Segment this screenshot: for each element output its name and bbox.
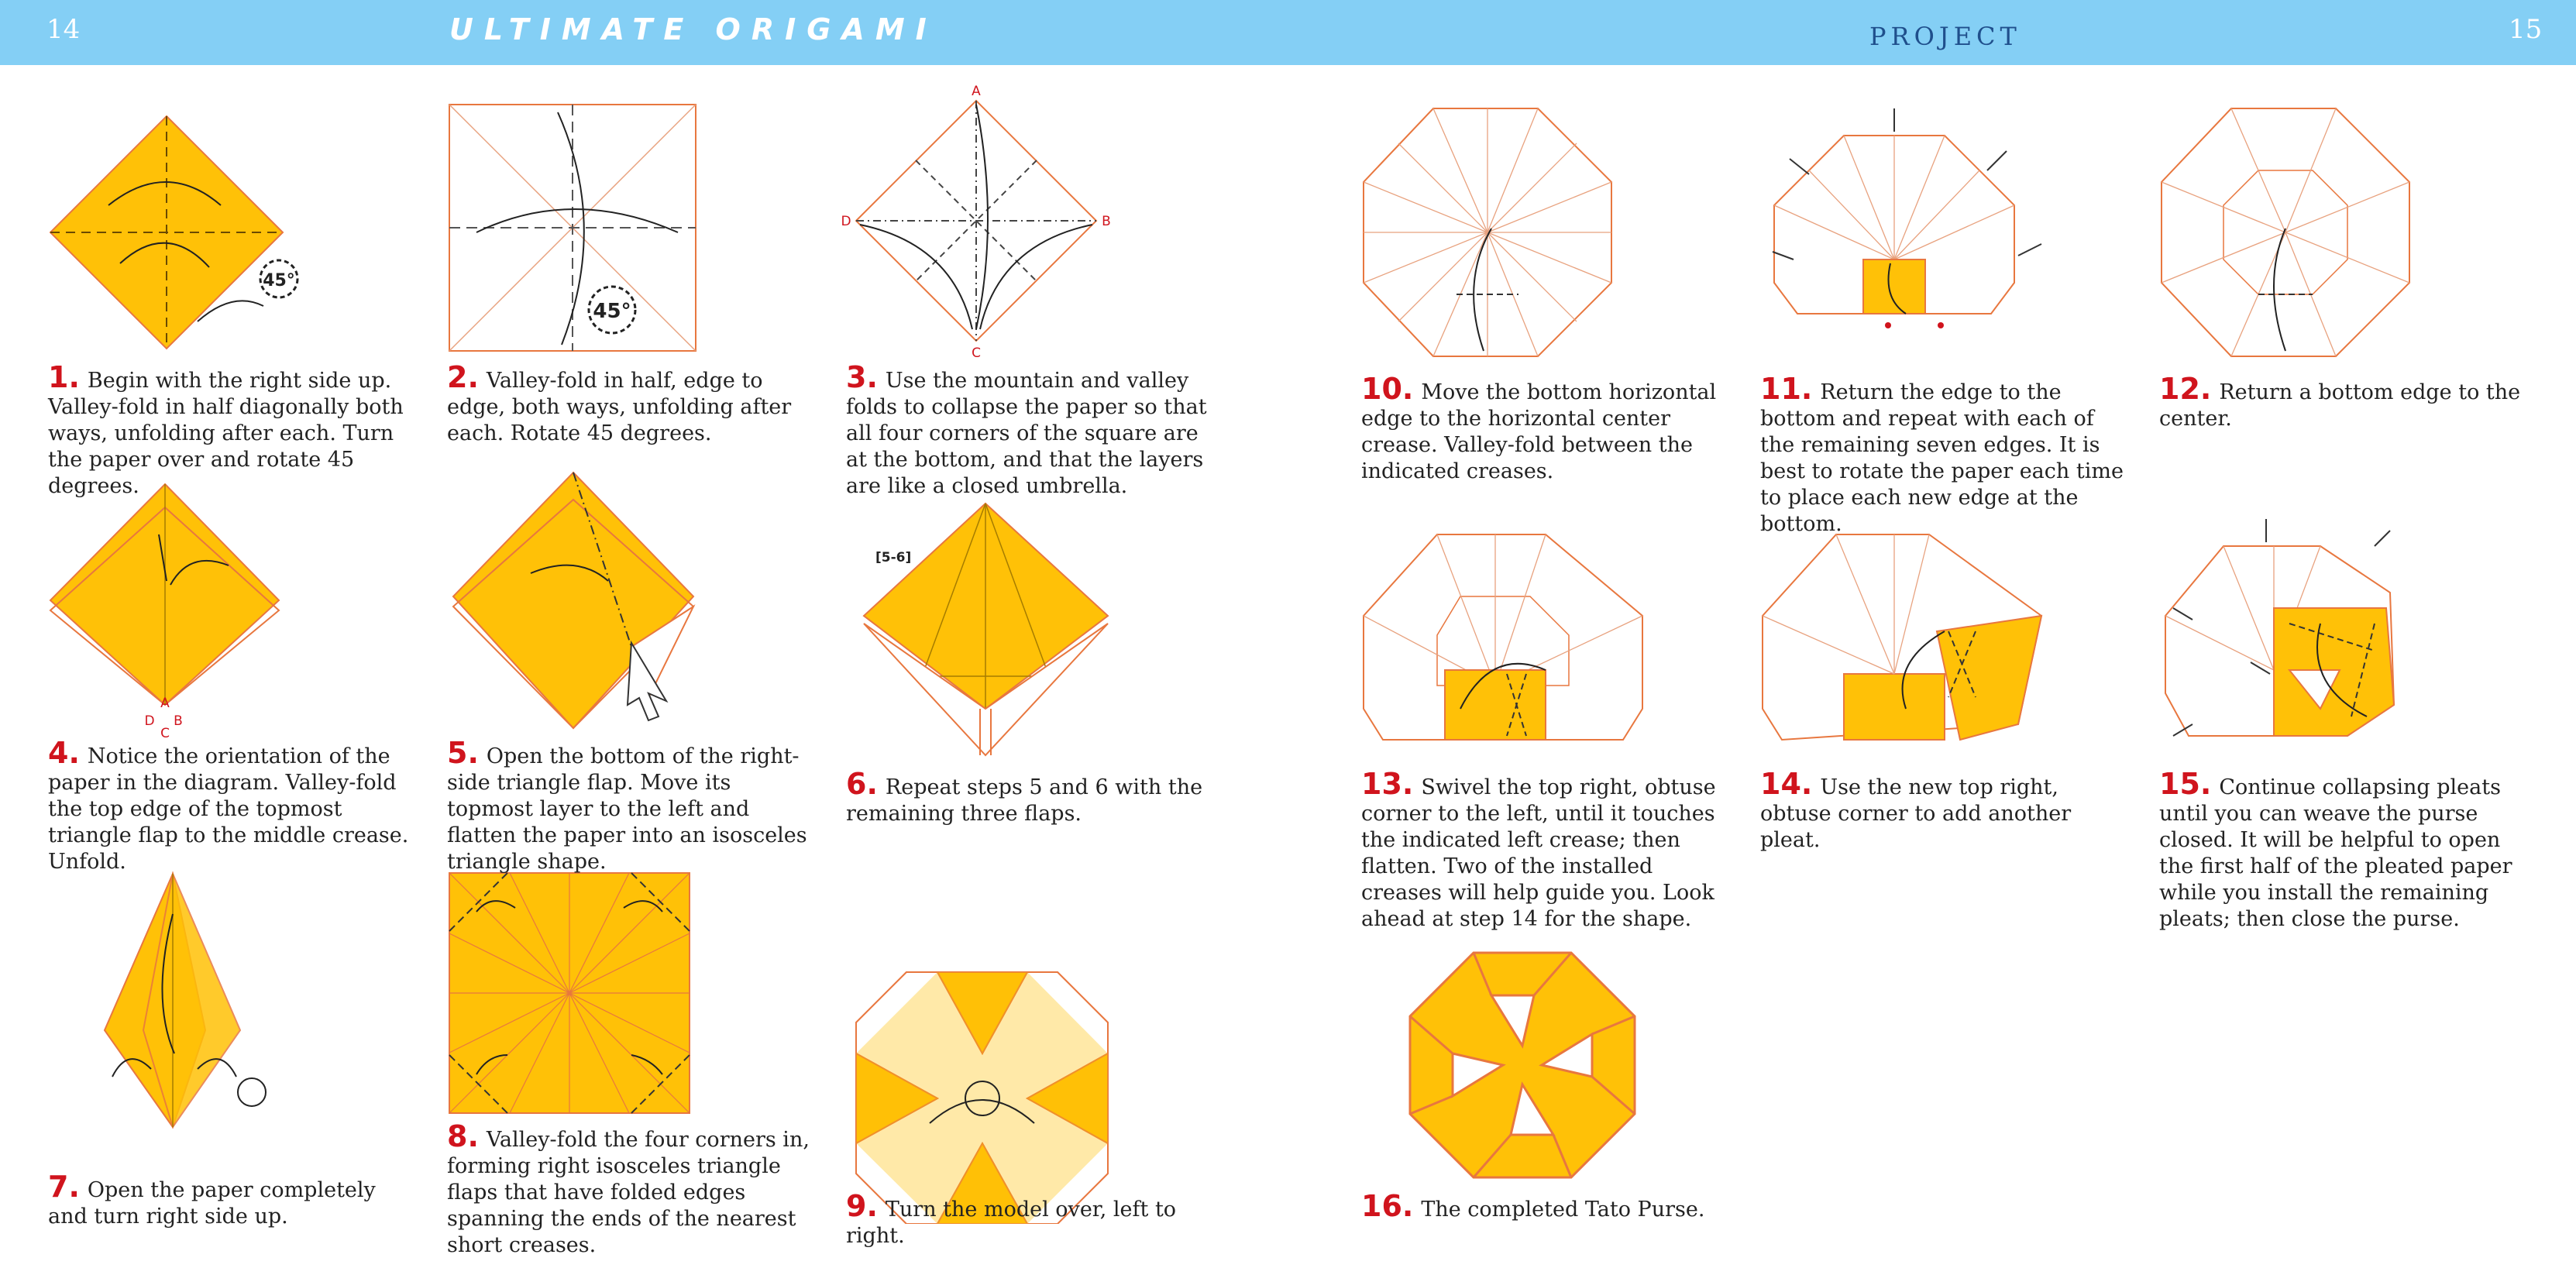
step-4-text: Notice the orientation of the paper in the diagram. Valley-fold the top edge of the topmost triangle flap to the middle crease. Unfold. (48, 744, 409, 874)
step-1-text: Begin with the right side up. Valley-fold in half diagonally both ways, unfolding after each. Turn the paper over and rotate 45 degrees. (48, 369, 404, 498)
step-11-diagram (1766, 105, 2061, 337)
step-11-text: Return the edge to the bottom and repeat with each of the remaining seven edges. It is best to rotate the paper each time to place each new edge at the bottom. (1760, 380, 2124, 536)
step-4-number: 4. (48, 736, 80, 770)
step-11-caption (1760, 372, 2132, 538)
step-16-number: 16. (1361, 1189, 1414, 1223)
step-5-caption (447, 736, 819, 875)
step-15-text: Continue collapsing pleats until you can weave the purse closed. It will be helpful to open the first half of the pleated paper while you install the remaining pleats; then close the purse. (2159, 775, 2512, 931)
step-2-text: Valley-fold in half, edge to edge, both ways, unfolding after each. Rotate 45 degrees. (447, 369, 792, 445)
section-label: PROJECT (1869, 22, 2021, 51)
step-10-caption (1361, 372, 1733, 485)
step-12-caption (2159, 372, 2531, 432)
corner-label-a: A (972, 84, 981, 99)
corner-label-b: B (1102, 214, 1111, 229)
step-8-text: Valley-fold the four corners in, forming right isosceles triangle flaps that have folded edges spanning the ends of the nearest short creases. (447, 1128, 810, 1257)
step-15-number: 15. (2159, 767, 2212, 801)
step-11-number: 11. (1760, 372, 1813, 406)
step-5-text: Open the bottom of the right-side triangle flap. Move its topmost layer to the left and flatten the paper into an isosceles triangle shape. (447, 744, 807, 874)
step-1-diagram (46, 112, 310, 360)
page-header (0, 0, 2576, 65)
step-13-number: 13. (1361, 767, 1414, 801)
step-9-caption (846, 1189, 1210, 1249)
step-3-diagram (837, 81, 1116, 360)
step-13-diagram (1360, 531, 1654, 747)
step-15-caption (2159, 767, 2539, 933)
step-9-text: Turn the model over, left to right. (846, 1198, 1177, 1248)
step-6-diagram (844, 500, 1123, 763)
step-3-text: Use the mountain and valley folds to collapse the paper so that all four corners of the square are at the bottom, and that the layers are like a closed umbrella. (846, 369, 1207, 498)
step-2-diagram (445, 101, 709, 356)
corner-label-d: D (841, 214, 851, 229)
step-2-number: 2. (447, 360, 479, 394)
step-10-diagram (1360, 105, 1615, 360)
step-5-number: 5. (447, 736, 479, 770)
step-6-text: Repeat steps 5 and 6 with the remaining three flaps. (846, 775, 1203, 826)
step-1-caption (48, 360, 412, 500)
step-4-diagram (43, 473, 298, 744)
step-14-diagram (1759, 531, 2053, 747)
page-number-left: 14 (46, 14, 81, 45)
step-16-diagram (1406, 949, 1639, 1181)
step-16-text: The completed Tato Purse. (1421, 1198, 1705, 1222)
step-12-text: Return a bottom edge to the center. (2159, 380, 2521, 431)
step-14-number: 14. (1760, 767, 1813, 801)
step-8-caption (447, 1119, 811, 1259)
corner-label-d-4: D (144, 713, 155, 729)
step-10-number: 10. (1361, 372, 1414, 406)
step-16-caption (1361, 1189, 1733, 1223)
repeat-label: [5-6] (875, 550, 912, 565)
rotate-badge-2: 45° (593, 300, 631, 323)
step-9-number: 9. (846, 1189, 878, 1223)
corner-label-c: C (972, 345, 981, 360)
step-12-diagram (2158, 105, 2421, 360)
corner-label-b-4: B (174, 713, 183, 729)
step-6-number: 6. (846, 767, 878, 801)
step-7-text: Open the paper completely and turn right side up. (48, 1178, 376, 1229)
corner-label-a-4: A (160, 696, 170, 711)
step-8-number: 8. (447, 1119, 479, 1153)
step-8-diagram (445, 869, 693, 1117)
step-9-diagram (852, 968, 1116, 1224)
step-6-caption (846, 767, 1210, 827)
step-13-caption (1361, 767, 1733, 933)
step-5-diagram (445, 469, 701, 732)
step-15-diagram (2158, 515, 2398, 747)
step-7-caption (48, 1170, 412, 1230)
step-3-number: 3. (846, 360, 878, 394)
step-14-text: Use the new top right, obtuse corner to add another pleat. (1760, 775, 2072, 852)
step-7-diagram (97, 868, 306, 1131)
corner-label-c-4: C (160, 726, 170, 741)
step-10-text: Move the bottom horizontal edge to the horizontal center crease. Valley-fold between the indicated creases. (1361, 380, 1717, 483)
step-7-number: 7. (48, 1170, 80, 1204)
step-12-number: 12. (2159, 372, 2212, 406)
page-number-right: 15 (2509, 14, 2543, 45)
step-3-caption (846, 360, 1210, 500)
step-1-number: 1. (48, 360, 80, 394)
step-13-text: Swivel the top right, obtuse corner to the left, until it touches the indicated left crease; then flatten. Two of the installed creases will help guide you. Look ahead at step 14 for the shape. (1361, 775, 1716, 931)
step-2-caption (447, 360, 811, 447)
rotate-badge-1: 45° (263, 271, 295, 290)
step-4-caption (48, 736, 420, 875)
step-14-caption (1760, 767, 2132, 854)
book-title: ULTIMATE ORIGAMI (449, 12, 937, 46)
